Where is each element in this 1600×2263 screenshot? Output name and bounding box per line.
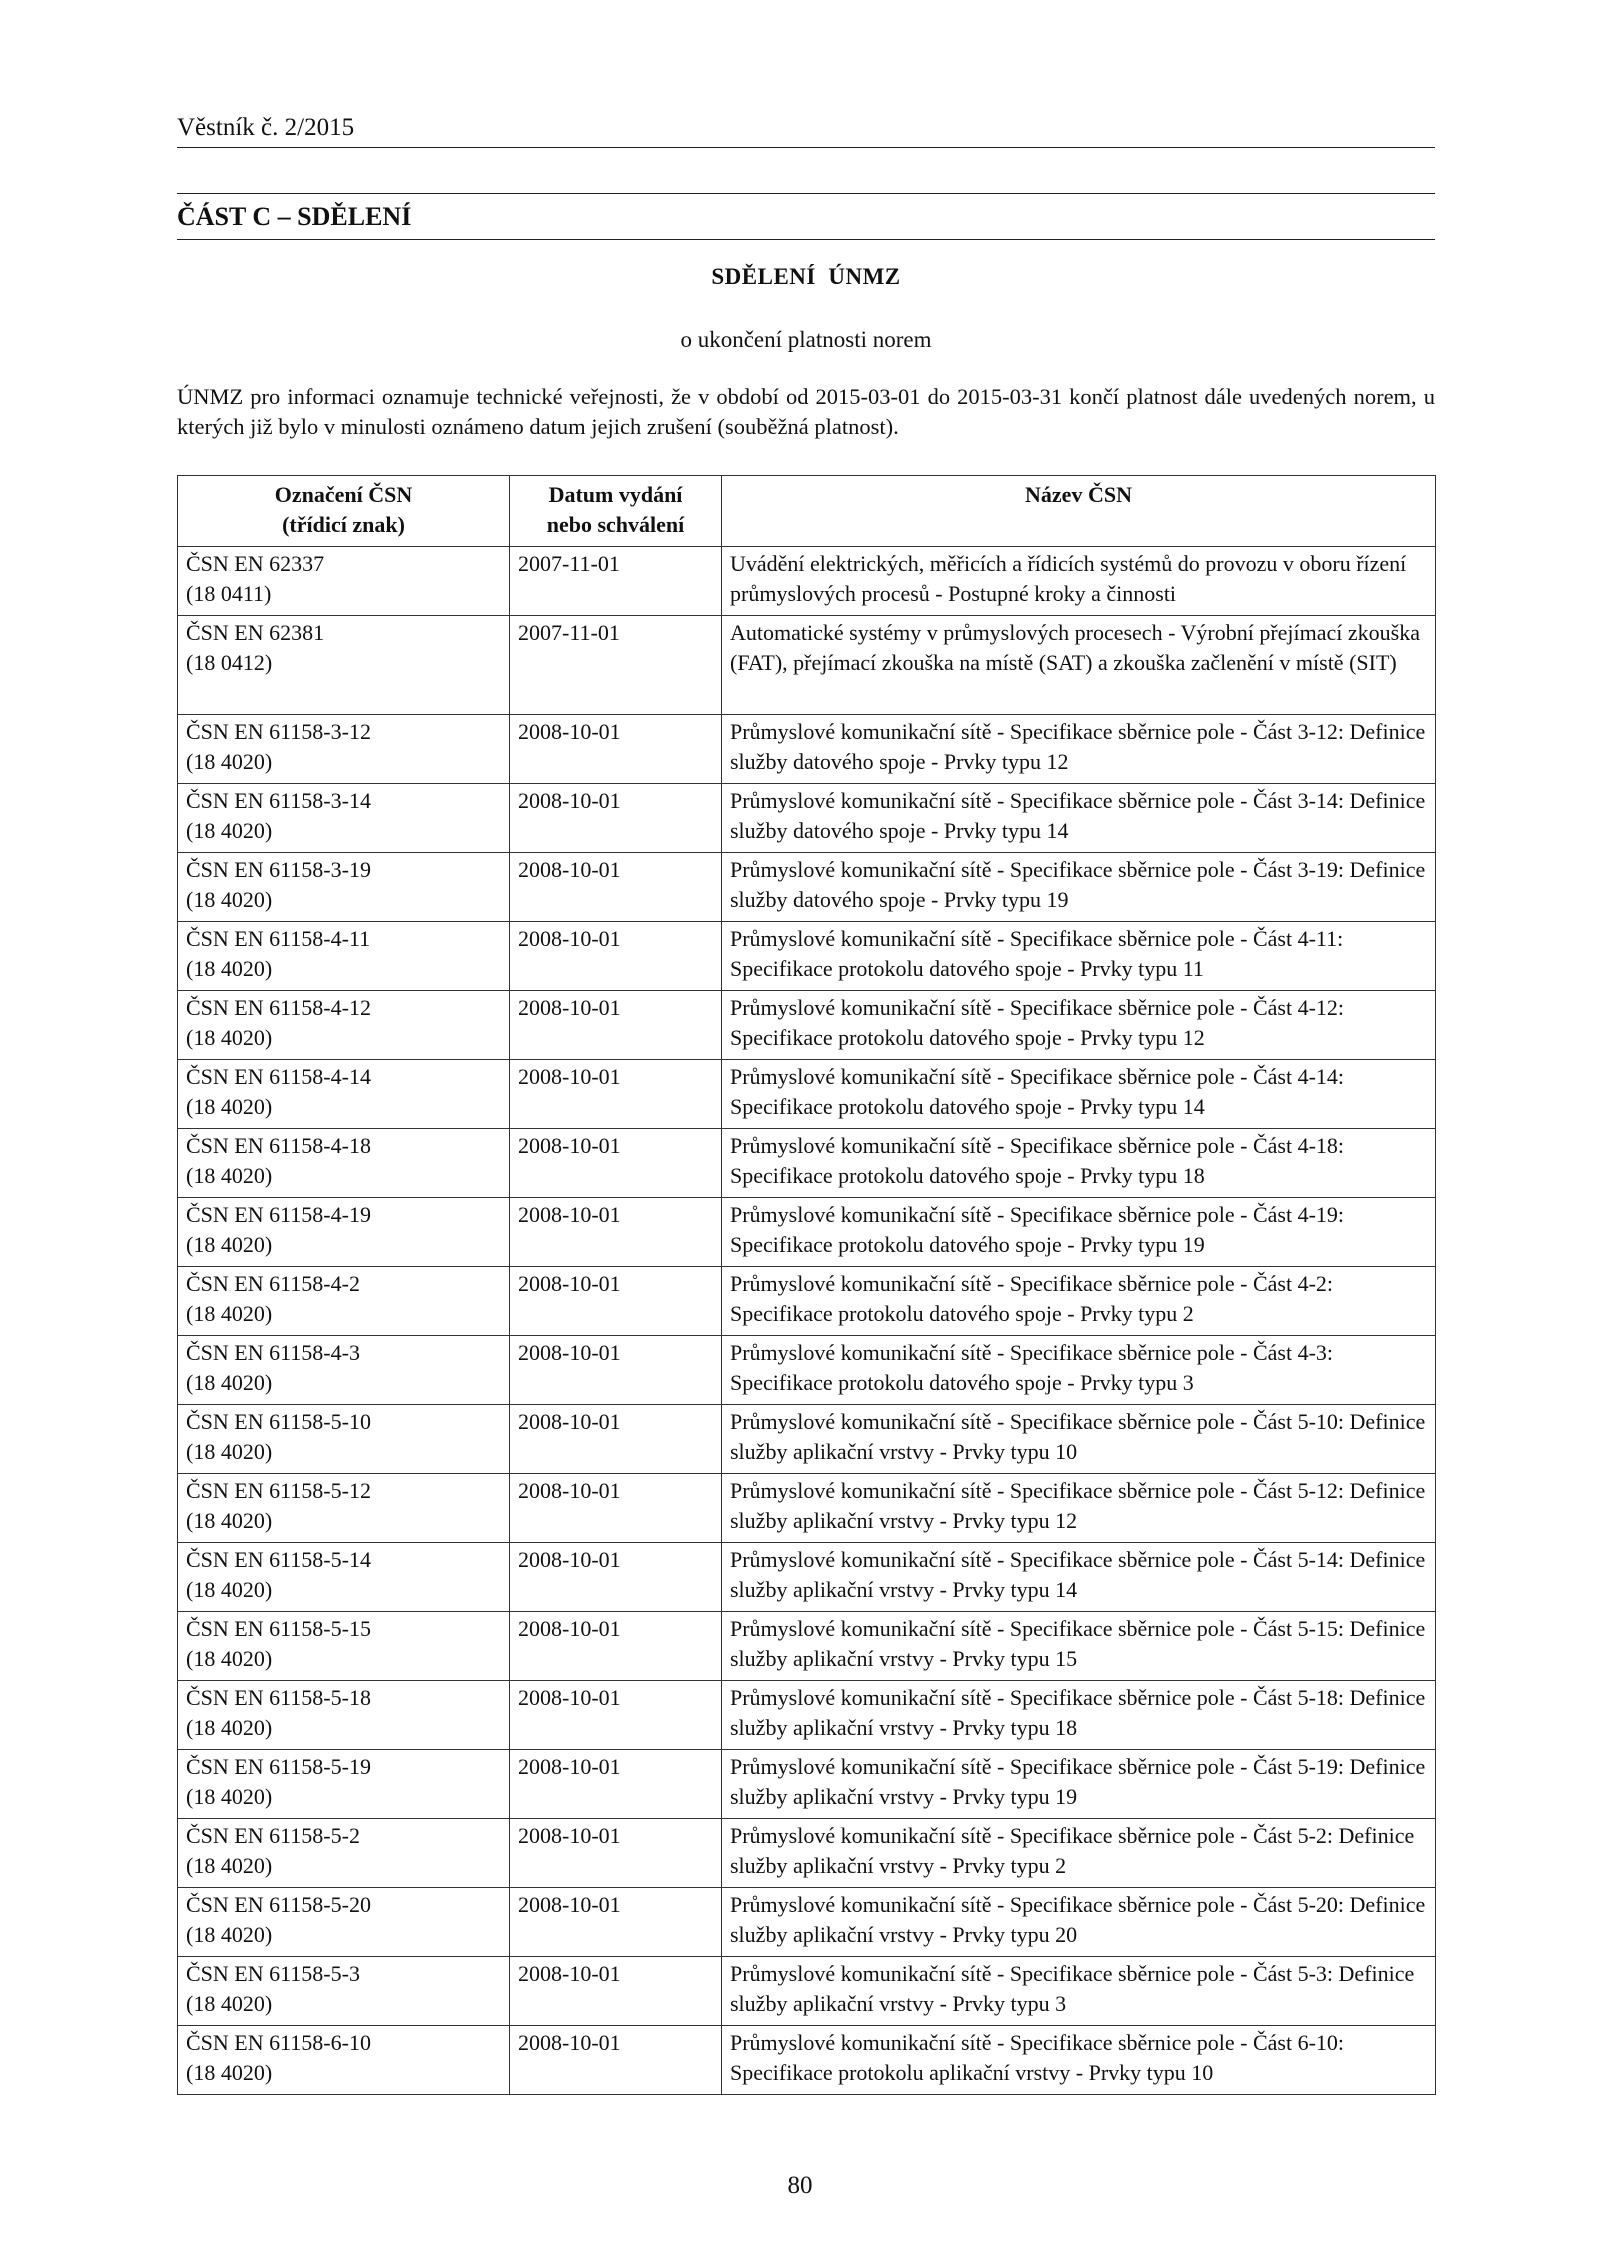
issue-date: 2008-10-01 (518, 788, 621, 813)
cell-code (178, 853, 510, 922)
issue-date: 2008-10-01 (518, 719, 621, 744)
classification-code: (18 4020) (186, 1990, 273, 2016)
issue-date: 2008-10-01 (518, 1616, 621, 1641)
cell-code (178, 1612, 510, 1681)
cell-date (510, 991, 722, 1060)
cell-date (510, 2026, 722, 2095)
section-title: ČÁST C – SDĚLENÍ (177, 202, 412, 231)
table-row (178, 2026, 1436, 2095)
standard-name: Průmyslové komunikační sítě - Specifikace sběrnice pole - Část 4-11: Specifikace protokolu datového spoje - Prvky typu 11 (730, 926, 1344, 981)
issue-date: 2008-10-01 (518, 1409, 621, 1434)
table-row (178, 784, 1436, 853)
standard-name: Průmyslové komunikační sítě - Specifikace sběrnice pole - Část 5-14: Definice služby aplikační vrstvy - Prvky typu 14 (730, 1547, 1426, 1602)
cell-name (722, 1612, 1436, 1681)
issue-date: 2008-10-01 (518, 1685, 621, 1710)
issue-date: 2007-11-01 (518, 551, 620, 576)
cell-name (722, 1681, 1436, 1750)
cell-code (178, 784, 510, 853)
intro-paragraph: ÚNMZ pro informaci oznamuje technické veřejnosti, že v období od 2015-03-01 do 2015-03-31 končí platnost dále uvedených norem, u kterých již bylo v minulosti oznámeno datum jejich zrušení (souběžná platnost). (177, 384, 1435, 439)
cell-name (722, 1543, 1436, 1612)
column-header-code (178, 476, 510, 547)
cell-code (178, 547, 510, 616)
table-row (178, 1750, 1436, 1819)
issue-date: 2008-10-01 (518, 1133, 621, 1158)
cell-name (722, 784, 1436, 853)
cell-name (722, 1198, 1436, 1267)
section-rule-top (177, 193, 1435, 194)
document-subtitle: o ukončení platnosti norem (680, 327, 932, 352)
issue-date: 2008-10-01 (518, 1271, 621, 1296)
standard-name: Průmyslové komunikační sítě - Specifikace sběrnice pole - Část 4-14: Specifikace protokolu datového spoje - Prvky typu 14 (730, 1064, 1345, 1119)
issue-date: 2008-10-01 (518, 857, 621, 882)
running-header: Věstník č. 2/2015 (177, 114, 355, 141)
cell-name (722, 1957, 1436, 2026)
classification-code: (18 4020) (186, 1438, 273, 1464)
table-row (178, 1405, 1436, 1474)
standard-code: ČSN EN 61158-4-14 (186, 1064, 371, 1089)
column-header-line: Název ČSN (1025, 482, 1132, 507)
cell-code (178, 1957, 510, 2026)
cell-name (722, 1267, 1436, 1336)
cell-name (722, 922, 1436, 991)
page-number: 80 (787, 2172, 813, 2199)
issue-date: 2008-10-01 (518, 1823, 621, 1848)
cell-date (510, 616, 722, 715)
cell-date (510, 547, 722, 616)
standard-name: Průmyslové komunikační sítě - Specifikace sběrnice pole - Část 4-19: Specifikace protokolu datového spoje - Prvky typu 19 (730, 1202, 1345, 1257)
table-row (178, 853, 1436, 922)
standard-code: ČSN EN 61158-5-3 (186, 1961, 360, 1986)
cell-code (178, 2026, 510, 2095)
standard-code: ČSN EN 61158-6-10 (186, 2030, 371, 2055)
standard-code: ČSN EN 61158-5-18 (186, 1685, 371, 1710)
issue-date: 2008-10-01 (518, 1202, 621, 1227)
standard-name: Průmyslové komunikační sítě - Specifikace sběrnice pole - Část 4-12: Specifikace protokolu datového spoje - Prvky typu 12 (730, 995, 1345, 1050)
classification-code: (18 4020) (186, 1231, 273, 1257)
classification-code: (18 4020) (186, 748, 273, 774)
cell-name (722, 715, 1436, 784)
standard-name: Průmyslové komunikační sítě - Specifikace sběrnice pole - Část 3-12: Definice služby datového spoje - Prvky typu 12 (730, 719, 1426, 774)
cell-date (510, 1060, 722, 1129)
standard-code: ČSN EN 61158-5-15 (186, 1616, 371, 1641)
cell-date (510, 853, 722, 922)
standard-code: ČSN EN 61158-5-20 (186, 1892, 371, 1917)
cell-code (178, 1474, 510, 1543)
issue-date: 2008-10-01 (518, 1892, 621, 1917)
classification-code: (18 4020) (186, 1300, 273, 1326)
table-row (178, 1336, 1436, 1405)
standard-code: ČSN EN 61158-3-14 (186, 788, 371, 813)
cell-date (510, 1405, 722, 1474)
cell-code (178, 1336, 510, 1405)
cell-date (510, 1819, 722, 1888)
cell-name (722, 1336, 1436, 1405)
cell-name (722, 1474, 1436, 1543)
classification-code: (18 4020) (186, 1093, 273, 1119)
cell-name (722, 1129, 1436, 1198)
cell-name (722, 616, 1436, 715)
standard-code: ČSN EN 61158-5-14 (186, 1547, 371, 1572)
cell-date (510, 1543, 722, 1612)
classification-code: (18 4020) (186, 1852, 273, 1878)
cell-name (722, 1750, 1436, 1819)
standard-name: Průmyslové komunikační sítě - Specifikace sběrnice pole - Část 5-20: Definice služby aplikační vrstvy - Prvky typu 20 (730, 1892, 1426, 1947)
standard-name: Průmyslové komunikační sítě - Specifikace sběrnice pole - Část 4-3: Specifikace protokolu datového spoje - Prvky typu 3 (730, 1340, 1334, 1395)
table-row (178, 1060, 1436, 1129)
standard-code: ČSN EN 62337 (186, 551, 325, 576)
issue-date: 2007-11-01 (518, 620, 620, 645)
cell-date (510, 784, 722, 853)
cell-code (178, 1681, 510, 1750)
cell-code (178, 1888, 510, 1957)
standard-name: Průmyslové komunikační sítě - Specifikace sběrnice pole - Část 5-18: Definice služby aplikační vrstvy - Prvky typu 18 (730, 1685, 1426, 1740)
cell-date (510, 715, 722, 784)
standard-name: Průmyslové komunikační sítě - Specifikace sběrnice pole - Část 5-2: Definice služby aplikační vrstvy - Prvky typu 2 (730, 1823, 1415, 1878)
cell-name (722, 1888, 1436, 1957)
standards-table (177, 475, 1436, 2095)
issue-date: 2008-10-01 (518, 1478, 621, 1503)
table-row (178, 1198, 1436, 1267)
classification-code: (18 4020) (186, 1714, 273, 1740)
issue-date: 2008-10-01 (518, 995, 621, 1020)
cell-date (510, 1681, 722, 1750)
issue-date: 2008-10-01 (518, 1754, 621, 1779)
cell-date (510, 1888, 722, 1957)
cell-name (722, 2026, 1436, 2095)
standard-code: ČSN EN 61158-5-19 (186, 1754, 371, 1779)
classification-code: (18 4020) (186, 1162, 273, 1188)
cell-name (722, 991, 1436, 1060)
cell-name (722, 1405, 1436, 1474)
standard-code: ČSN EN 61158-4-3 (186, 1340, 360, 1365)
table-row (178, 616, 1436, 715)
column-header-line: Datum vydání (548, 482, 683, 507)
table-row (178, 1957, 1436, 2026)
classification-code: (18 4020) (186, 817, 273, 843)
standard-name: Průmyslové komunikační sítě - Specifikace sběrnice pole - Část 5-19: Definice služby aplikační vrstvy - Prvky typu 19 (730, 1754, 1426, 1809)
table-row (178, 547, 1436, 616)
standard-code: ČSN EN 61158-4-18 (186, 1133, 371, 1158)
cell-date (510, 1267, 722, 1336)
cell-code (178, 1267, 510, 1336)
standard-code: ČSN EN 61158-4-19 (186, 1202, 371, 1227)
standard-name: Průmyslové komunikační sítě - Specifikace sběrnice pole - Část 4-2: Specifikace protokolu datového spoje - Prvky typu 2 (730, 1271, 1334, 1326)
standard-name: Průmyslové komunikační sítě - Specifikace sběrnice pole - Část 3-14: Definice služby datového spoje - Prvky typu 14 (730, 788, 1426, 843)
standard-name: Průmyslové komunikační sítě - Specifikace sběrnice pole - Část 5-10: Definice služby aplikační vrstvy - Prvky typu 10 (730, 1409, 1426, 1464)
standard-code: ČSN EN 61158-4-12 (186, 995, 371, 1020)
classification-code: (18 4020) (186, 886, 273, 912)
cell-code (178, 1060, 510, 1129)
standard-code: ČSN EN 61158-5-10 (186, 1409, 371, 1434)
column-header-line: (třídicí znak) (282, 511, 405, 537)
cell-code (178, 991, 510, 1060)
issue-date: 2008-10-01 (518, 1547, 621, 1572)
standard-name: Průmyslové komunikační sítě - Specifikace sběrnice pole - Část 5-3: Definice služby aplikační vrstvy - Prvky typu 3 (730, 1961, 1415, 2016)
standard-name: Průmyslové komunikační sítě - Specifikace sběrnice pole - Část 5-15: Definice služby aplikační vrstvy - Prvky typu 15 (730, 1616, 1426, 1671)
standard-name: Průmyslové komunikační sítě - Specifikace sběrnice pole - Část 5-12: Definice služby aplikační vrstvy - Prvky typu 12 (730, 1478, 1426, 1533)
classification-code: (18 0411) (186, 580, 272, 606)
cell-date (510, 1129, 722, 1198)
column-header-line: nebo schválení (546, 511, 685, 537)
cell-name (722, 547, 1436, 616)
cell-code (178, 1750, 510, 1819)
table-row (178, 1474, 1436, 1543)
classification-code: (18 4020) (186, 1576, 273, 1602)
standard-name: Průmyslové komunikační sítě - Specifikace sběrnice pole - Část 3-19: Definice služby datového spoje - Prvky typu 19 (730, 857, 1426, 912)
classification-code: (18 0412) (186, 649, 273, 675)
table-row (178, 922, 1436, 991)
classification-code: (18 4020) (186, 1369, 273, 1395)
issue-date: 2008-10-01 (518, 2030, 621, 2055)
column-header-line: Označení ČSN (274, 482, 413, 507)
section-rule-bottom (177, 239, 1435, 240)
table-row (178, 1819, 1436, 1888)
standard-name: Průmyslové komunikační sítě - Specifikace sběrnice pole - Část 4-18: Specifikace protokolu datového spoje - Prvky typu 18 (730, 1133, 1345, 1188)
table-row (178, 991, 1436, 1060)
cell-date (510, 1198, 722, 1267)
cell-code (178, 1405, 510, 1474)
classification-code: (18 4020) (186, 1645, 273, 1671)
classification-code: (18 4020) (186, 1921, 273, 1947)
standard-code: ČSN EN 61158-4-11 (186, 926, 371, 951)
table-row (178, 1129, 1436, 1198)
column-header-name (722, 476, 1436, 547)
table-row (178, 1543, 1436, 1612)
cell-code (178, 1543, 510, 1612)
issue-date: 2008-10-01 (518, 1340, 621, 1365)
cell-date (510, 1750, 722, 1819)
cell-code (178, 1129, 510, 1198)
cell-date (510, 1336, 722, 1405)
classification-code: (18 4020) (186, 1783, 273, 1809)
table-row (178, 715, 1436, 784)
standard-name: Automatické systémy v průmyslových procesech - Výrobní přejímací zkouška (FAT), přejímací zkouška na místě (SAT) a zkouška začlenění v místě (SIT) (730, 620, 1420, 675)
cell-date (510, 1612, 722, 1681)
cell-date (510, 1957, 722, 2026)
standard-code: ČSN EN 61158-3-19 (186, 857, 371, 882)
header-rule (177, 147, 1435, 148)
table-row (178, 1681, 1436, 1750)
document-title: SDĚLENÍ ÚNMZ (711, 264, 901, 289)
classification-code: (18 4020) (186, 1507, 273, 1533)
table-row (178, 1612, 1436, 1681)
standard-code: ČSN EN 61158-3-12 (186, 719, 371, 744)
table-header-row (178, 476, 1436, 547)
standard-name: Uvádění elektrických, měřicích a řídicích systémů do provozu v oboru řízení průmyslových procesů - Postupné kroky a činnosti (730, 551, 1407, 606)
cell-code (178, 922, 510, 991)
standard-code: ČSN EN 61158-4-2 (186, 1271, 360, 1296)
table-row (178, 1267, 1436, 1336)
cell-date (510, 1474, 722, 1543)
standard-code: ČSN EN 61158-5-2 (186, 1823, 360, 1848)
standard-code: ČSN EN 61158-5-12 (186, 1478, 371, 1503)
table-row (178, 1888, 1436, 1957)
standard-name: Průmyslové komunikační sítě - Specifikace sběrnice pole - Část 6-10: Specifikace protokolu aplikační vrstvy - Prvky typu 10 (730, 2030, 1345, 2085)
cell-name (722, 1819, 1436, 1888)
issue-date: 2008-10-01 (518, 1961, 621, 1986)
classification-code: (18 4020) (186, 2059, 273, 2085)
cell-code (178, 715, 510, 784)
column-header-date (510, 476, 722, 547)
cell-code (178, 616, 510, 715)
cell-code (178, 1819, 510, 1888)
standard-code: ČSN EN 62381 (186, 620, 325, 645)
cell-name (722, 1060, 1436, 1129)
cell-code (178, 1198, 510, 1267)
cell-name (722, 853, 1436, 922)
issue-date: 2008-10-01 (518, 926, 621, 951)
classification-code: (18 4020) (186, 955, 273, 981)
cell-date (510, 922, 722, 991)
classification-code: (18 4020) (186, 1024, 273, 1050)
issue-date: 2008-10-01 (518, 1064, 621, 1089)
